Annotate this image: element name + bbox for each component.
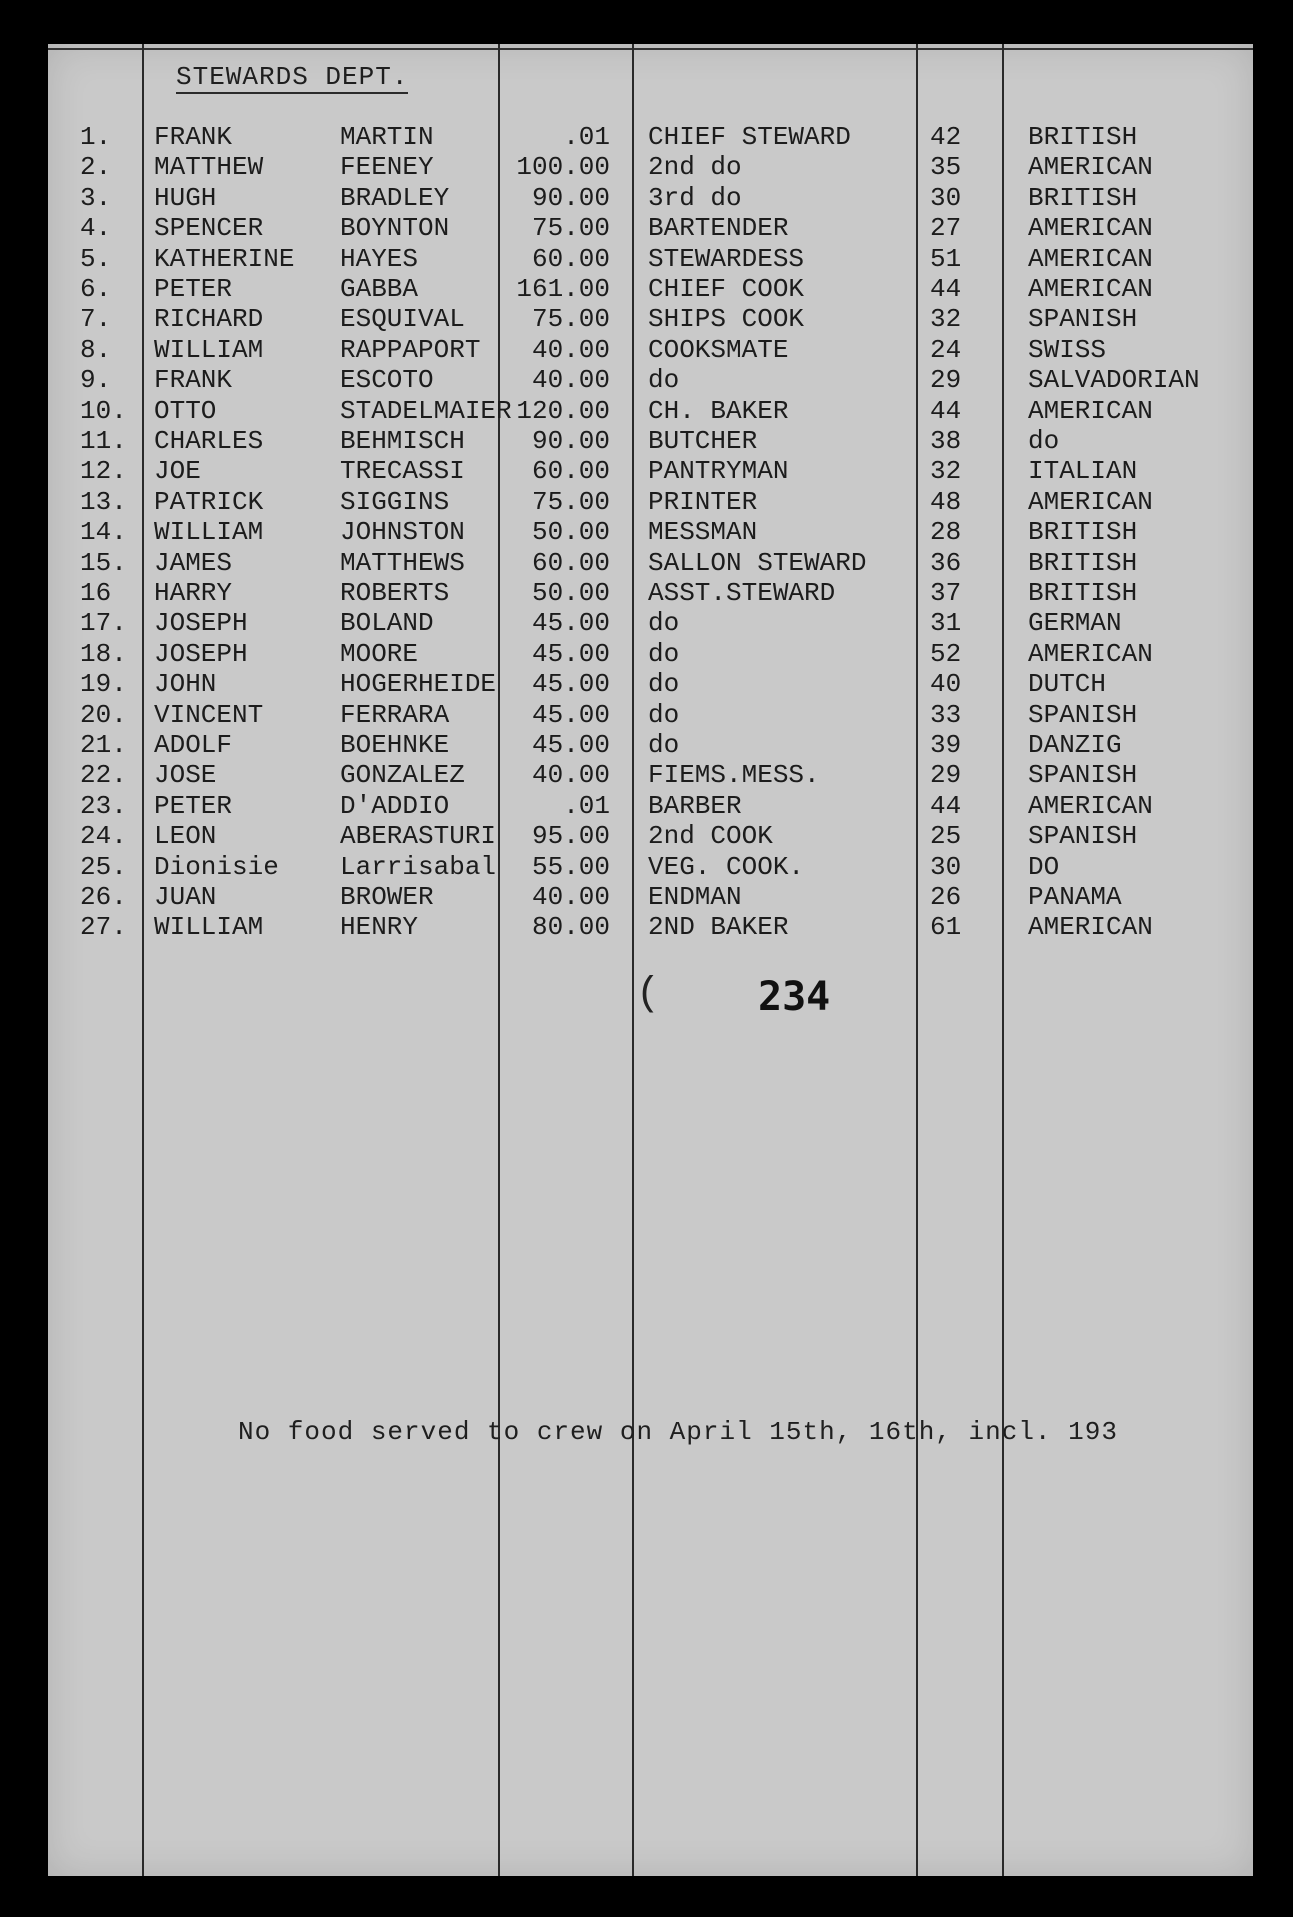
position: do (648, 608, 680, 639)
position: do (648, 730, 680, 760)
row-number: 1. (80, 122, 112, 152)
position: VEG. COOK. (648, 851, 805, 882)
monthly-wage: 90.00 (531, 426, 610, 456)
crew-row (48, 517, 1253, 547)
age: 51 (930, 243, 962, 274)
nationality: AMERICAN (1028, 243, 1153, 274)
nationality: SPANISH (1028, 821, 1138, 852)
crew-row (48, 335, 1253, 365)
crew-row (48, 852, 1253, 882)
monthly-wage: 40.00 (531, 882, 610, 912)
last-name: HENRY (340, 912, 419, 943)
nationality: BRITISH (1028, 547, 1138, 578)
last-name: HAYES (340, 243, 419, 274)
row-number: 22. (80, 760, 127, 791)
first-name: JAMES (154, 547, 233, 578)
age: 30 (930, 182, 962, 213)
age: 44 (930, 395, 962, 426)
monthly-wage: 120.00 (516, 395, 610, 426)
nationality: AMERICAN (1028, 912, 1153, 943)
crew-row (48, 791, 1253, 821)
row-number: 14. (80, 517, 127, 548)
position: MESSMAN (648, 517, 758, 548)
row-number: 5. (80, 243, 112, 274)
first-name: JOHN (154, 669, 217, 700)
first-name: SPENCER (154, 213, 264, 244)
first-name: MATTHEW (154, 152, 264, 183)
row-number: 15. (80, 547, 127, 578)
age: 44 (930, 790, 962, 821)
last-name: FEENEY (340, 152, 434, 183)
top-rule (48, 48, 1253, 50)
last-name: BROWER (340, 882, 434, 912)
row-number: 16 (80, 578, 112, 608)
last-name: TRECASSI (340, 456, 465, 487)
crew-row (48, 244, 1253, 274)
position: do (648, 365, 680, 396)
monthly-wage: 40.00 (531, 760, 610, 791)
age: 24 (930, 334, 962, 365)
first-name: HUGH (154, 182, 217, 213)
crew-row (48, 487, 1253, 517)
row-number: 7. (80, 304, 112, 335)
crew-row (48, 274, 1253, 304)
nationality: BRITISH (1028, 122, 1138, 152)
age: 27 (930, 213, 962, 244)
monthly-wage: 75.00 (531, 213, 610, 244)
last-name: ESCOTO (340, 365, 434, 396)
age: 37 (930, 578, 962, 608)
first-name: JOSEPH (154, 638, 248, 669)
monthly-wage: 45.00 (531, 669, 610, 700)
last-name: MARTIN (340, 122, 434, 152)
first-name: WILLIAM (154, 517, 264, 548)
last-name: MATTHEWS (340, 547, 465, 578)
last-name: RAPPAPORT (340, 334, 481, 365)
row-number: 11. (80, 426, 127, 456)
position: PANTRYMAN (648, 456, 789, 487)
row-number: 6. (80, 274, 112, 304)
position: do (648, 699, 680, 730)
nationality: BRITISH (1028, 517, 1138, 548)
crew-row (48, 639, 1253, 669)
monthly-wage: 55.00 (531, 851, 610, 882)
crew-row (48, 152, 1253, 182)
monthly-wage: 90.00 (531, 182, 610, 213)
crew-row (48, 608, 1253, 638)
nationality: DANZIG (1028, 730, 1122, 760)
first-name: LEON (154, 821, 217, 852)
row-number: 24. (80, 821, 127, 852)
first-name: WILLIAM (154, 334, 264, 365)
first-name: OTTO (154, 395, 217, 426)
first-name: FRANK (154, 122, 233, 152)
nationality: PANAMA (1028, 882, 1122, 912)
age: 36 (930, 547, 962, 578)
first-name: CHARLES (154, 426, 264, 456)
position: PRINTER (648, 486, 758, 517)
last-name: MOORE (340, 638, 419, 669)
age: 61 (930, 912, 962, 943)
first-name: HARRY (154, 578, 233, 608)
age: 28 (930, 517, 962, 548)
age: 26 (930, 882, 962, 912)
nationality: BRITISH (1028, 182, 1138, 213)
crew-row (48, 456, 1253, 486)
position: CHIEF STEWARD (648, 122, 851, 152)
position: 2ND BAKER (648, 912, 789, 943)
last-name: HOGERHEIDE (340, 669, 497, 700)
nationality: ITALIAN (1028, 456, 1138, 487)
age: 48 (930, 486, 962, 517)
age: 31 (930, 608, 962, 639)
last-name: BRADLEY (340, 182, 450, 213)
monthly-wage: 60.00 (531, 456, 610, 487)
crew-row (48, 183, 1253, 213)
nationality: GERMAN (1028, 608, 1122, 639)
age: 38 (930, 426, 962, 456)
position: 2nd do (648, 152, 742, 183)
crew-row (48, 396, 1253, 426)
first-name: KATHERINE (154, 243, 295, 274)
last-name: BOEHNKE (340, 730, 450, 760)
crew-row (48, 426, 1253, 456)
nationality: AMERICAN (1028, 274, 1153, 304)
crew-row (48, 578, 1253, 608)
first-name: PETER (154, 274, 233, 304)
monthly-wage: 45.00 (531, 638, 610, 669)
document-page (48, 44, 1253, 1876)
nationality: AMERICAN (1028, 213, 1153, 244)
row-number: 26. (80, 882, 127, 912)
footer-note: No food served to crew on April 15th, 16th, incl. 193 (238, 1417, 1118, 1447)
nationality: AMERICAN (1028, 486, 1153, 517)
last-name: STADELMAIER (340, 395, 512, 426)
first-name: Dionisie (154, 851, 279, 882)
first-name: PETER (154, 790, 233, 821)
age: 44 (930, 274, 962, 304)
monthly-wage: 95.00 (531, 821, 610, 852)
monthly-wage: 75.00 (531, 486, 610, 517)
crew-row (48, 548, 1253, 578)
first-name: PATRICK (154, 486, 264, 517)
position: CHIEF COOK (648, 274, 805, 304)
position: BARBER (648, 790, 742, 821)
monthly-wage: 60.00 (531, 547, 610, 578)
position: ENDMAN (648, 882, 742, 912)
row-number: 8. (80, 334, 112, 365)
monthly-wage: .01 (563, 122, 610, 152)
last-name: ROBERTS (340, 578, 450, 608)
row-number: 25. (80, 851, 127, 882)
row-number: 21. (80, 730, 127, 760)
row-number: 4. (80, 213, 112, 244)
first-name: JOE (154, 456, 201, 487)
nationality: SPANISH (1028, 699, 1138, 730)
first-name: VINCENT (154, 699, 264, 730)
first-name: JOSEPH (154, 608, 248, 639)
age: 35 (930, 152, 962, 183)
row-number: 9. (80, 365, 112, 396)
stamp-bracket: ( (636, 972, 661, 1017)
monthly-wage: 40.00 (531, 334, 610, 365)
monthly-wage: 50.00 (531, 517, 610, 548)
row-number: 19. (80, 669, 127, 700)
nationality: AMERICAN (1028, 790, 1153, 821)
position: 3rd do (648, 182, 742, 213)
position: COOKSMATE (648, 334, 789, 365)
crew-row (48, 304, 1253, 334)
row-number: 10. (80, 395, 127, 426)
age: 25 (930, 821, 962, 852)
position: CH. BAKER (648, 395, 789, 426)
last-name: JOHNSTON (340, 517, 465, 548)
position: BUTCHER (648, 426, 758, 456)
crew-row (48, 912, 1253, 942)
last-name: FERRARA (340, 699, 450, 730)
nationality: DO (1028, 851, 1060, 882)
crew-row (48, 669, 1253, 699)
position: 2nd COOK (648, 821, 773, 852)
monthly-wage: 45.00 (531, 608, 610, 639)
monthly-wage: .01 (563, 790, 610, 821)
first-name: JOSE (154, 760, 217, 791)
nationality: BRITISH (1028, 578, 1138, 608)
monthly-wage: 80.00 (531, 912, 610, 943)
last-name: Larrisabal (340, 851, 497, 882)
last-name: GONZALEZ (340, 760, 465, 791)
last-name: BOYNTON (340, 213, 450, 244)
row-number: 20. (80, 699, 127, 730)
nationality: AMERICAN (1028, 395, 1153, 426)
monthly-wage: 161.00 (516, 274, 610, 304)
crew-row (48, 821, 1253, 851)
age: 30 (930, 851, 962, 882)
nationality: SPANISH (1028, 760, 1138, 791)
nationality: DUTCH (1028, 669, 1107, 700)
department-heading: STEWARDS DEPT. (176, 62, 409, 92)
position: ASST.STEWARD (648, 578, 836, 608)
position: SALLON STEWARD (648, 547, 867, 578)
last-name: BEHMISCH (340, 426, 465, 456)
last-name: D'ADDIO (340, 790, 450, 821)
monthly-wage: 75.00 (531, 304, 610, 335)
nationality: do (1028, 426, 1060, 456)
age: 40 (930, 669, 962, 700)
age: 33 (930, 699, 962, 730)
age: 29 (930, 760, 962, 791)
nationality: SPANISH (1028, 304, 1138, 335)
row-number: 12. (80, 456, 127, 487)
position: do (648, 638, 680, 669)
position: BARTENDER (648, 213, 789, 244)
monthly-wage: 60.00 (531, 243, 610, 274)
age: 29 (930, 365, 962, 396)
position: FIEMS.MESS. (648, 760, 820, 791)
crew-row (48, 882, 1253, 912)
crew-row (48, 122, 1253, 152)
position: do (648, 669, 680, 700)
nationality: SALVADORIAN (1028, 365, 1200, 396)
monthly-wage: 50.00 (531, 578, 610, 608)
first-name: WILLIAM (154, 912, 264, 943)
position: STEWARDESS (648, 243, 805, 274)
monthly-wage: 100.00 (516, 152, 610, 183)
nationality: AMERICAN (1028, 638, 1153, 669)
last-name: BOLAND (340, 608, 434, 639)
monthly-wage: 45.00 (531, 730, 610, 760)
last-name: ESQUIVAL (340, 304, 465, 335)
first-name: RICHARD (154, 304, 264, 335)
row-number: 17. (80, 608, 127, 639)
age: 39 (930, 730, 962, 760)
row-number: 2. (80, 152, 112, 183)
crew-row (48, 213, 1253, 243)
row-number: 3. (80, 182, 112, 213)
age: 32 (930, 304, 962, 335)
first-name: JUAN (154, 882, 217, 912)
row-number: 18. (80, 638, 127, 669)
last-name: ABERASTURI (340, 821, 497, 852)
first-name: FRANK (154, 365, 233, 396)
crew-row (48, 730, 1253, 760)
monthly-wage: 40.00 (531, 365, 610, 396)
row-number: 13. (80, 486, 127, 517)
first-name: ADOLF (154, 730, 233, 760)
row-number: 27. (80, 912, 127, 943)
crew-row (48, 700, 1253, 730)
last-name: SIGGINS (340, 486, 450, 517)
age: 52 (930, 638, 962, 669)
crew-row (48, 760, 1253, 790)
age: 32 (930, 456, 962, 487)
position: SHIPS COOK (648, 304, 805, 335)
row-number: 23. (80, 790, 127, 821)
nationality: SWISS (1028, 334, 1107, 365)
page-number-stamp: 234 (758, 974, 831, 1020)
nationality: AMERICAN (1028, 152, 1153, 183)
last-name: GABBA (340, 274, 419, 304)
age: 42 (930, 122, 962, 152)
monthly-wage: 45.00 (531, 699, 610, 730)
crew-row (48, 365, 1253, 395)
